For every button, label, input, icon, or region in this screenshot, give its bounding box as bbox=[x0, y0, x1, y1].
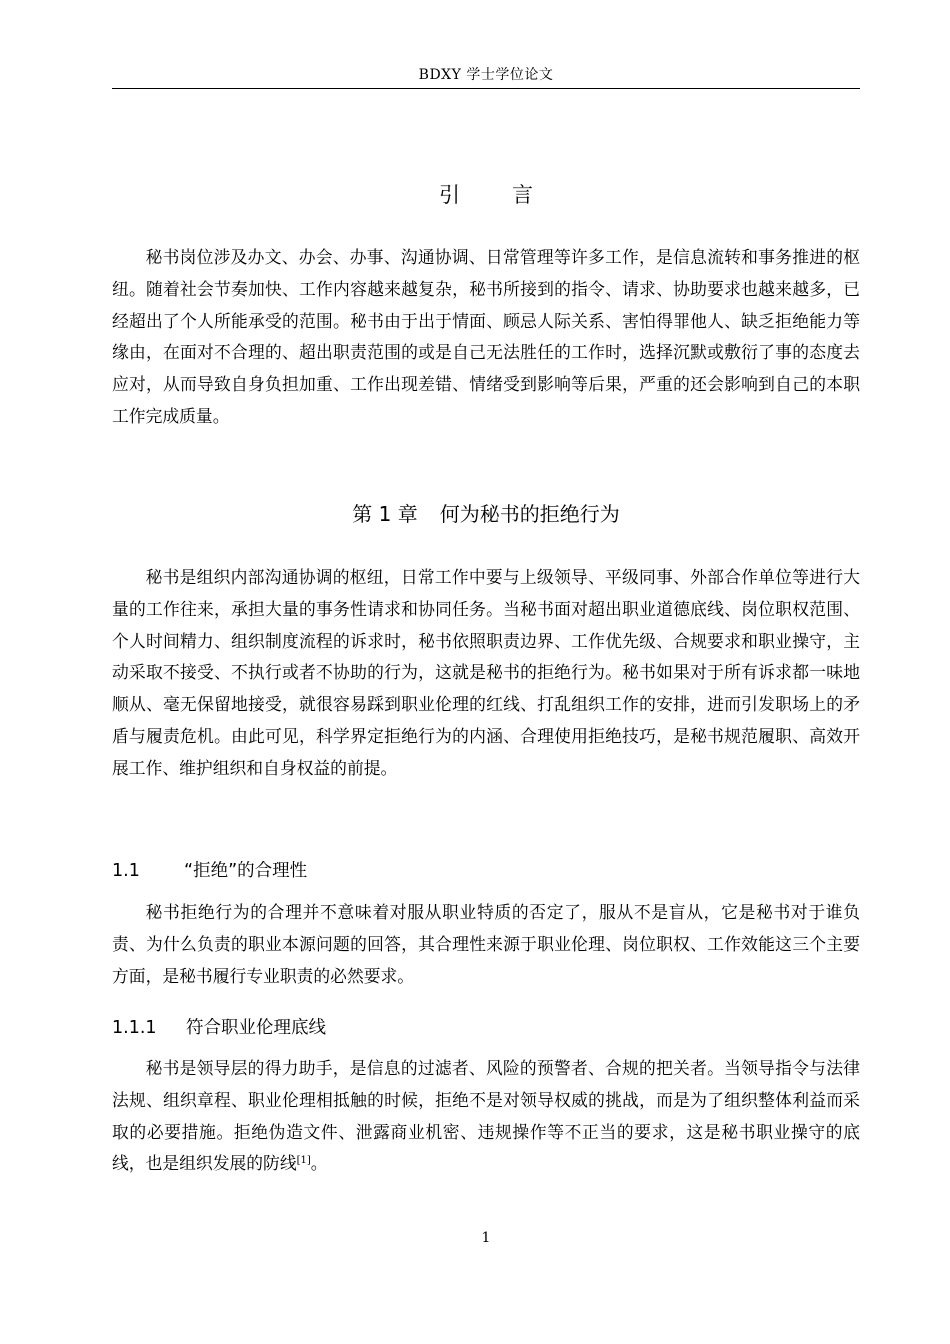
header-rule bbox=[112, 88, 860, 89]
chapter-number: 第 1 章 bbox=[352, 502, 418, 526]
chapter1-paragraph: 秘书是组织内部沟通协调的枢纽，日常工作中要与上级领导、平级同事、外部合作单位等进行大量的工作往来，承担大量的事务性请求和协同任务。当秘书面对超出职业道德底线、岗位职权范围、个人时间精力、组织制度流程的诉求时，秘书依照职责边界、工作优先级、合规要求和职业操守，主动采取不接受、不执行或者不协助的行为，这就是秘书的拒绝行为。秘书如果对于所有诉求都一味地顺从、毫无保留地接受，就很容易踩到职业伦理的红线、打乱组织工作的安排，进而引发职场上的矛盾与履责危机。由此可见，科学界定拒绝行为的内涵、合理使用拒绝技巧，是秘书规范履职、高效开展工作、维护组织和自身权益的前提。 bbox=[112, 567, 860, 778]
section-1-1-1-text: 秘书是领导层的得力助手，是信息的过滤者、风险的预警者、合规的把关者。当领导指令与法律法规、组织章程、职业伦理相抵触的时候，拒绝不是对领导权威的挑战，而是为了组织整体利益而采取的必要措施。拒绝伪造文件、泄露商业机密、违规操作等不正当的要求，这是秘书职业操守的底线，也是组织发展的防线 bbox=[112, 1058, 860, 1174]
page-number: 1 bbox=[481, 1230, 491, 1246]
intro-paragraph: 秘书岗位涉及办文、办会、办事、沟通协调、日常管理等许多工作，是信息流转和事务推进的枢纽。随着社会节奏加快、工作内容越来越复杂，秘书所接到的指令、请求、协助要求也越来越多，已经超出了个人所能承受的范围。秘书由于出于情面、顾忌人际关系、害怕得罪他人、缺乏拒绝能力等缘由，在面对不合理的、超出职责范围的或是自己无法胜任的工作时，选择沉默或敷衍了事的态度去应对，从而导致自身负担加重、工作出现差错、情绪受到影响等后果，严重的还会影响到自己的本职工作完成质量。 bbox=[112, 247, 860, 426]
running-header: BDXY 学士学位论文 bbox=[418, 67, 554, 83]
section-1-1-title: “拒绝”的合理性 bbox=[184, 861, 308, 881]
intro-title-char2: 言 bbox=[512, 183, 533, 207]
citation-1[interactable]: [1] bbox=[296, 1155, 311, 1167]
section-1-1-number: 1.1 bbox=[112, 861, 140, 881]
section-1-1-1-ending: 。 bbox=[310, 1153, 328, 1174]
chapter-heading bbox=[112, 497, 860, 531]
section-1-1-1-heading bbox=[112, 1013, 326, 1043]
section-1-1-1-number: 1.1.1 bbox=[112, 1018, 157, 1038]
intro-title-char1: 引 bbox=[439, 183, 460, 207]
section-1-1-1-paragraph bbox=[112, 1053, 860, 1180]
section-1-1-paragraph: 秘书拒绝行为的合理并不意味着对服从职业特质的否定了，服从不是盲从，它是秘书对于谁负责、为什么负责的职业本源问题的回答，其合理性来源于职业伦理、岗位职权、工作效能这三个主要方面，是秘书履行专业职责的必然要求。 bbox=[112, 902, 860, 986]
section-1-1-1-title: 符合职业伦理底线 bbox=[186, 1018, 326, 1038]
chapter-title: 何为秘书的拒绝行为 bbox=[439, 502, 620, 526]
intro-title bbox=[112, 178, 860, 212]
section-1-1-heading bbox=[112, 856, 307, 886]
